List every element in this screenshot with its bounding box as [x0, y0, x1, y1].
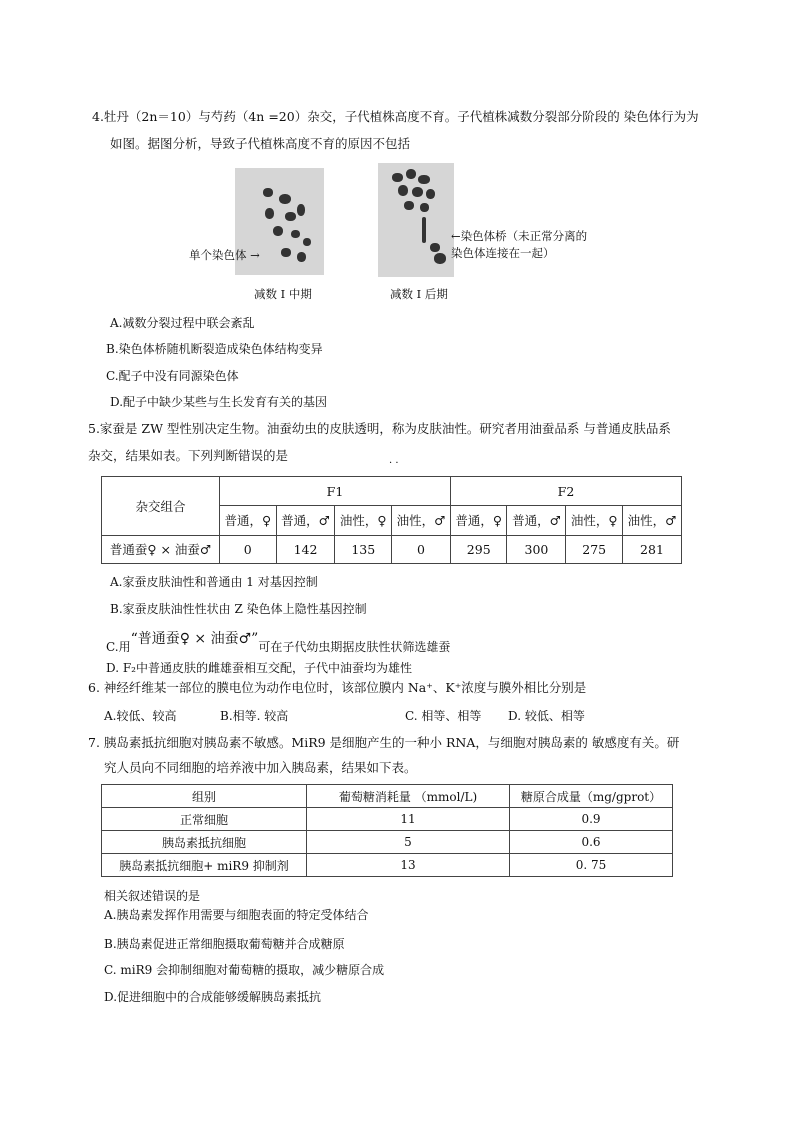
- subheader: 普通，♂: [276, 506, 335, 535]
- q7-option-d: D.促进细胞中的合成能够缓解胰岛素抵抗: [104, 990, 322, 1004]
- subheader: 普通，♀: [220, 506, 277, 535]
- caption-anaphase-i: 减数 I 后期: [390, 287, 448, 301]
- subheader: 普通，♂: [507, 506, 566, 535]
- table-cell: 0: [220, 535, 277, 563]
- q5-stem-line2: 杂交，结果如表。下列判断错误的是: [88, 448, 289, 463]
- q4-option-b: B.染色体桥随机断裂造成染色体结构变异: [106, 342, 323, 356]
- q5-stem-line1: 5.家蚕是 ZW 型性别决定生物。油蚕幼虫的皮肤透明，称为皮肤油性。研究者用油蚕品系 与普通皮肤品系: [88, 421, 671, 436]
- single-chromosome-label: 单个染色体 →: [189, 248, 260, 262]
- table-cell: 0.9: [510, 808, 673, 831]
- q7-stem-line2: 究人员向不同细胞的培养液中加入胰岛素，结果如下表。: [104, 760, 417, 775]
- table-cell: 胰岛素抵抗细胞: [102, 831, 307, 854]
- anaphase-i-micrograph: [378, 163, 454, 277]
- subheader: 油性，♂: [392, 506, 451, 535]
- q7-option-c: C. miR9 会抑制细胞对葡萄糖的摄取，减少糖原合成: [104, 963, 385, 977]
- caption-metaphase-i: 减数 I 中期: [254, 287, 312, 301]
- table-header: 组别: [102, 785, 307, 808]
- table-cell: 300: [507, 535, 566, 563]
- q7-stem-line1: 7. 胰岛素抵抗细胞对胰岛素不敏感。MiR9 是细胞产生的一种小 RNA，与细胞对胰岛素的 敏感度有关。研: [88, 735, 680, 750]
- q7-option-a: A.胰岛素发挥作用需要与细胞表面的特定受体结合: [104, 908, 369, 922]
- q4-option-d: D.配子中缺少某些与生长发育有关的基因: [110, 395, 328, 409]
- table-cell: 11: [307, 808, 510, 831]
- table-cell: 275: [566, 535, 623, 563]
- emphasis-dots: · ·: [389, 458, 399, 469]
- q6-option-c: C. 相等、相等: [405, 709, 482, 723]
- subheader: 普通，♀: [450, 506, 507, 535]
- q7-results-table: [101, 784, 673, 877]
- table-cell: 0.6: [510, 831, 673, 854]
- table-cell: 135: [335, 535, 392, 563]
- q5-option-d: D. F₂中普通皮肤的雌雄蚕相互交配，子代中油蚕均为雄性: [106, 661, 412, 675]
- q5-option-c: C.用“普通蚕♀ × 油蚕♂”可在子代幼虫期据皮肤性状筛选雄蚕: [106, 631, 451, 654]
- q6-option-b: B.相等. 较高: [220, 709, 289, 723]
- header-f1: F1: [220, 477, 451, 506]
- q5-results-table: [101, 476, 682, 564]
- header-cross: 杂交组合: [102, 477, 220, 536]
- subheader: 油性，♀: [566, 506, 623, 535]
- table-cell: 13: [307, 854, 510, 877]
- q7-option-b: B.胰岛素促进正常细胞摄取葡萄糖并合成糖原: [104, 937, 345, 951]
- q5-option-b: B.家蚕皮肤油性性状由 Z 染色体上隐性基因控制: [110, 602, 367, 616]
- q4-stem-line2: 如图。据图分析，导致子代植株高度不育的原因不包括: [110, 136, 411, 151]
- table-cell: 0. 75: [510, 854, 673, 877]
- quoted-cross: “普通蚕♀ × 油蚕♂”: [130, 631, 259, 647]
- chromosome-bridge-label-2: 染色体连接在一起）: [451, 246, 555, 260]
- q4-option-a: A.减数分裂过程中联会紊乱: [110, 316, 255, 330]
- table-cell: 胰岛素抵抗细胞+ miR9 抑制剂: [102, 854, 307, 877]
- q6-stem: 6. 神经纤维某一部位的膜电位为动作电位时，该部位膜内 Na⁺、K⁺浓度与膜外相比分别是: [88, 680, 587, 695]
- table-cell: 281: [622, 535, 681, 563]
- q5-option-a: A.家蚕皮肤油性和普通由 1 对基因控制: [110, 575, 318, 589]
- q4-stem-line1: 4.牡丹（2n＝10）与芍药（4n =20）杂交，子代植株高度不育。子代植株减数分裂部分阶段的 染色体行为为: [92, 109, 699, 124]
- chromosome-bridge-label-1: ←染色体桥（未正常分离的: [451, 229, 588, 243]
- table-cell: 142: [276, 535, 335, 563]
- table-cell: 5: [307, 831, 510, 854]
- header-f2: F2: [450, 477, 681, 506]
- q7-question: 相关叙述错误的是: [104, 889, 201, 903]
- table-cell: 0: [392, 535, 451, 563]
- table-header: 糖原合成量（mg/gprot）: [510, 785, 673, 808]
- table-cell: 295: [450, 535, 507, 563]
- q4-option-c: C.配子中没有同源染色体: [106, 369, 239, 383]
- subheader: 油性，♂: [622, 506, 681, 535]
- table-header: 葡萄糖消耗量 （mmol/L): [307, 785, 510, 808]
- q6-option-d: D. 较低、相等: [508, 709, 585, 723]
- row-label: 普通蚕♀ × 油蚕♂: [102, 535, 220, 563]
- table-cell: 正常细胞: [102, 808, 307, 831]
- subheader: 油性，♀: [335, 506, 392, 535]
- q6-option-a: A.较低、较高: [104, 709, 177, 723]
